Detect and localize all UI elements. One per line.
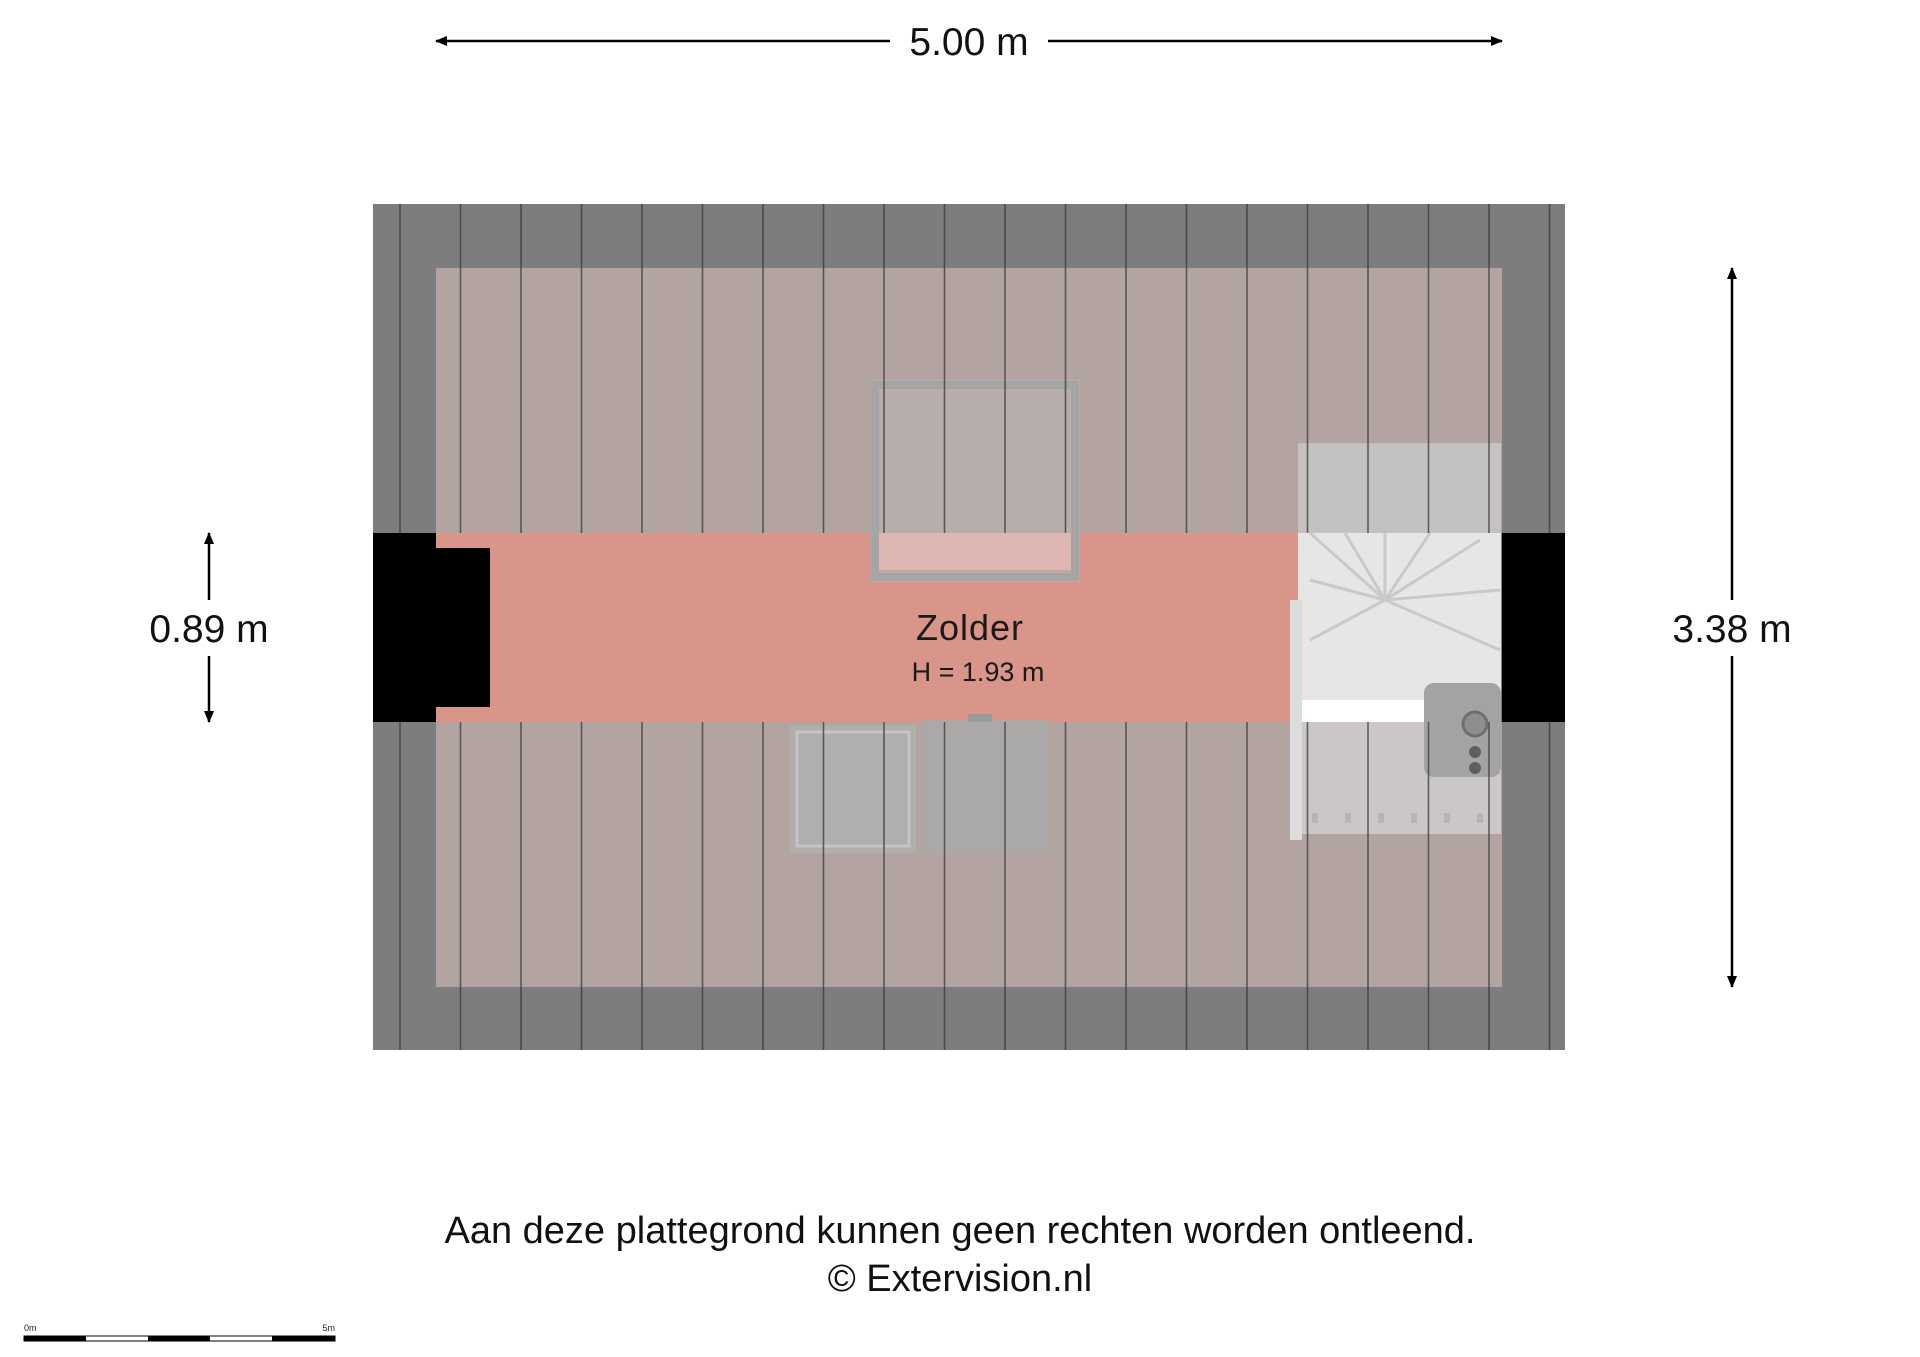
width-label: 5.00 m: [909, 21, 1029, 64]
scale-bar: [24, 1323, 335, 1341]
depth-dimension: [1672, 268, 1791, 987]
chimney-right: [1502, 533, 1565, 722]
depth-label: 3.38 m: [1672, 608, 1792, 651]
chimney-left: [373, 533, 490, 722]
floor-area: [436, 533, 1298, 722]
width-dimension: [436, 21, 1502, 64]
copyright-text: © Extervision.nl: [827, 1258, 1093, 1300]
room-height: H = 1.93 m: [911, 657, 1045, 687]
knee-wall-dimension: [149, 533, 268, 722]
disclaimer-text: Aan deze plattegrond kunnen geen rechten worden ontleend.: [444, 1210, 1476, 1252]
room-name: Zolder: [915, 607, 1025, 648]
scale-start-label: 0m: [24, 1323, 37, 1333]
roof-hatch: [870, 380, 1080, 582]
staircase: [1290, 443, 1501, 840]
scale-end-label: 5m: [322, 1323, 335, 1333]
knee-wall-label: 0.89 m: [149, 608, 269, 651]
